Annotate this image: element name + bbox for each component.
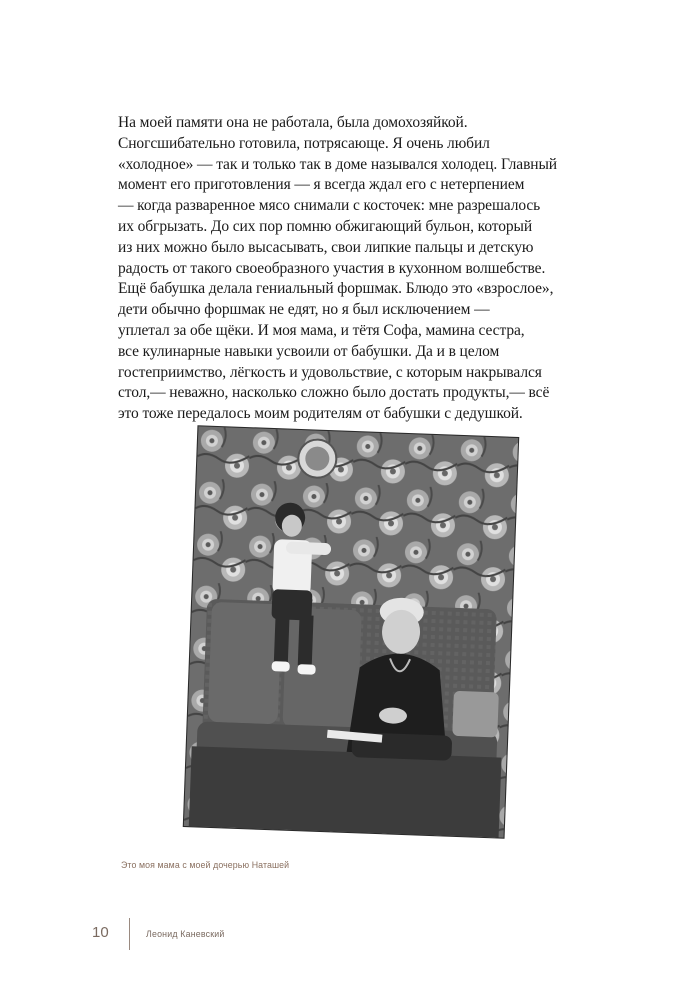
page-number: 10: [92, 924, 109, 941]
body-line: Ещё бабушка делала гениальный форшмак. Блюдо это «взрослое»,: [118, 280, 554, 298]
footer-divider: [129, 918, 130, 950]
body-line: момент его приготовления — я всегда ждал его с нетерпением: [118, 176, 525, 194]
wall-plate: [298, 439, 337, 478]
body-line: стол,— неважно, насколько сложно было достать продукты,— всё: [118, 384, 550, 402]
body-line: уплетал за обе щёки. И моя мама, и тётя Софа, мамина сестра,: [118, 321, 525, 339]
body-line: «холодное» — так и только так в доме назывался холодец. Главный: [118, 155, 557, 173]
family-photo: [184, 426, 518, 837]
body-line: все кулинарные навыки усвоили от бабушки. Да и в целом: [118, 342, 500, 360]
body-line: радость от такого своеобразного участия в кухонном волшебстве.: [118, 259, 546, 277]
body-line: из них можно было высасывать, свои липкие пальцы и детскую: [118, 238, 534, 256]
body-text: [118, 113, 588, 425]
body-line: — когда разваренное мясо снимали с косточек: мне разрешалось: [118, 197, 541, 215]
body-line: Сногсшибательно готовила, потрясающе. Я очень любил: [118, 134, 490, 152]
body-line: дети обычно форшмак не едят, но я был исключением —: [118, 301, 490, 319]
body-line: их обгрызать. До сих пор помню обжигающий бульон, который: [118, 217, 533, 235]
photo-image: [184, 426, 518, 837]
photo-caption: Это моя мама с моей дочерью Наташей: [121, 860, 290, 870]
running-footer-author: Леонид Каневский: [146, 929, 225, 939]
body-line: гостеприимство, лёгкость и удовольствие, с которым накрывался: [118, 363, 542, 381]
body-line: На моей памяти она не работала, была домохозяйкой.: [118, 114, 468, 131]
body-line: это тоже передалось моим родителям от бабушки с дедушкой.: [118, 405, 523, 423]
